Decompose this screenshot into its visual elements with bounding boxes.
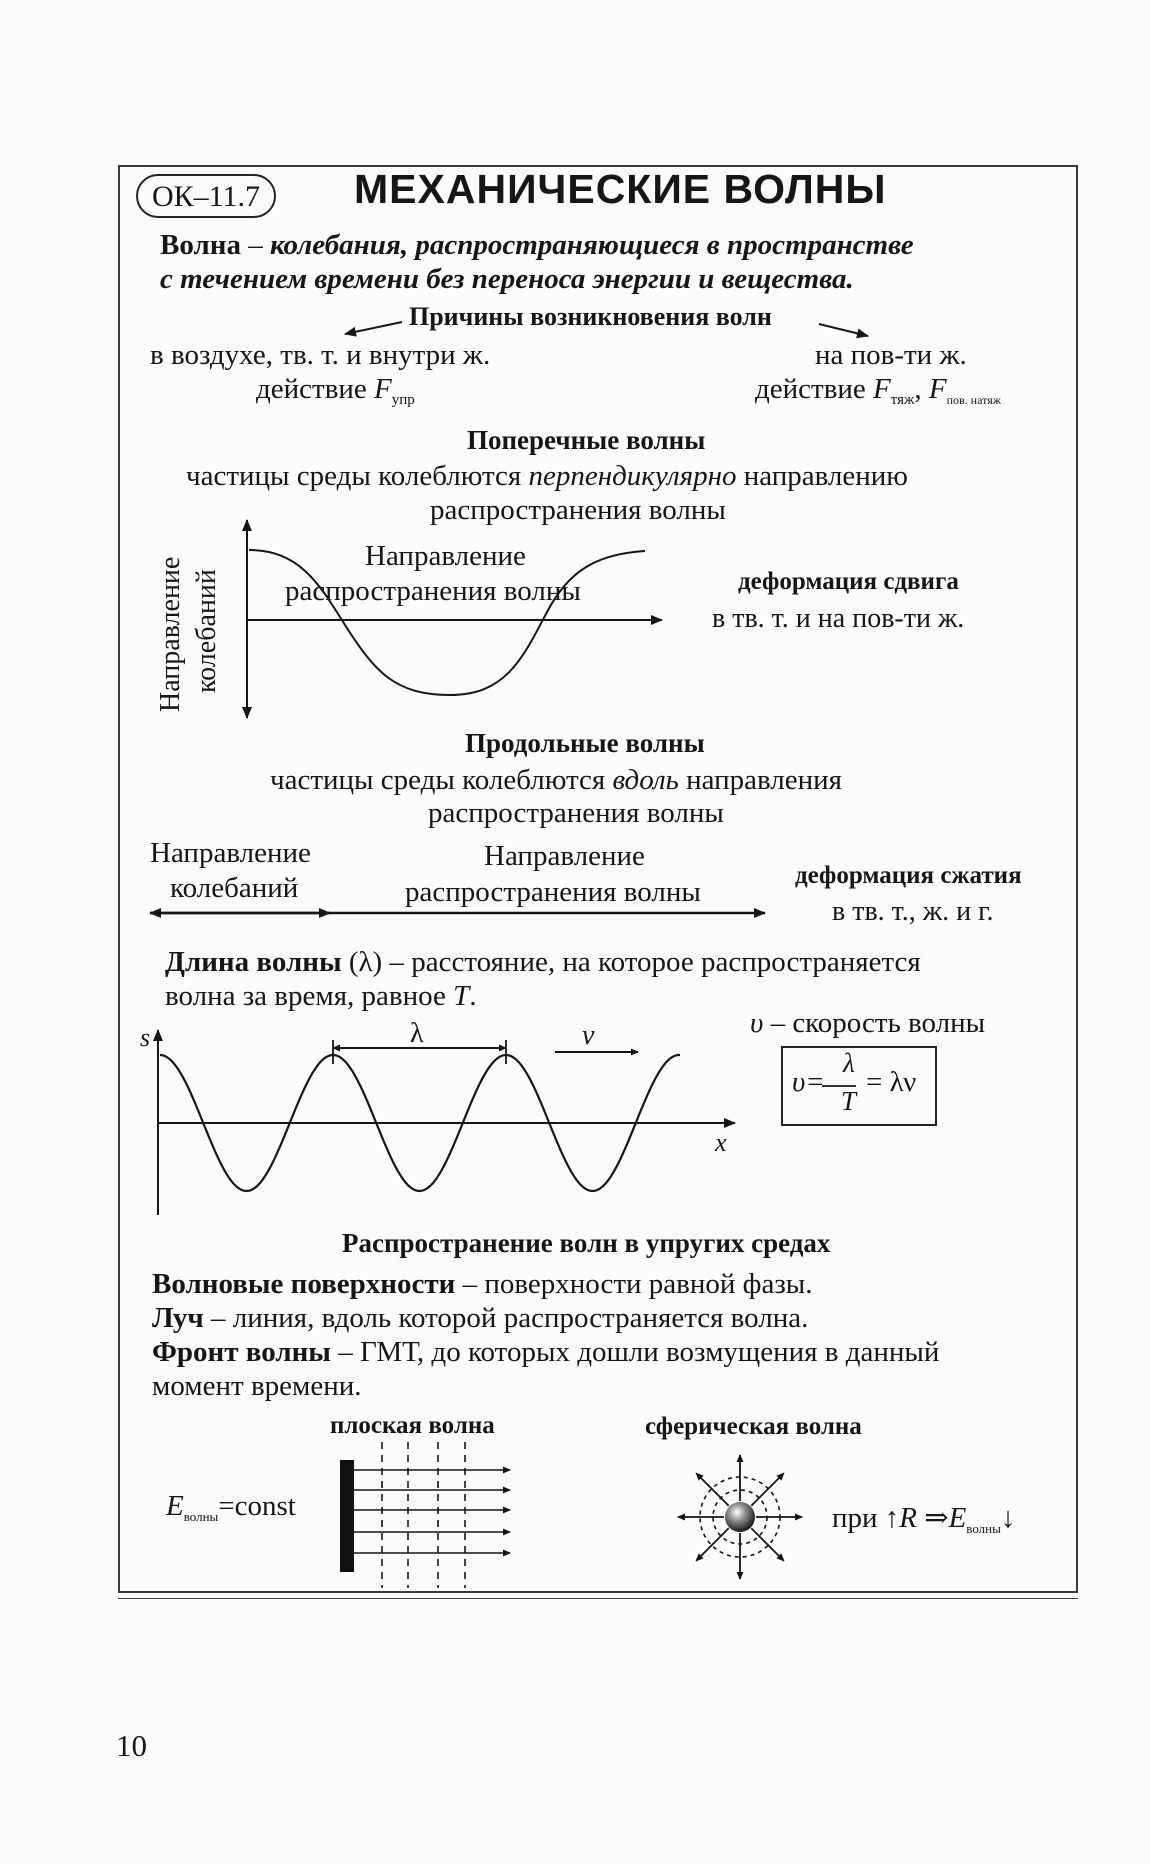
plane-wave-rays: [354, 1470, 510, 1553]
energy-const-text: =const: [218, 1490, 296, 1522]
formula-denominator: T: [841, 1086, 857, 1116]
shear-deformation-where: в тв. т. и на пов-ти ж.: [712, 603, 965, 634]
spherical-ray: [696, 1528, 729, 1561]
desc-text: направления: [678, 764, 842, 796]
section-badge: ОК–11.7: [136, 174, 276, 218]
formula-lhs: υ=: [792, 1066, 825, 1098]
wave-term: Волна: [160, 229, 241, 261]
spherical-ray: [751, 1528, 784, 1561]
action-label: действие: [256, 373, 375, 405]
dash: –: [240, 229, 270, 261]
ray-term: Луч: [152, 1302, 204, 1334]
formula-numerator: λ: [843, 1048, 855, 1078]
longitudinal-prop-label-1: Направление: [484, 840, 645, 872]
force-symbol: F: [374, 373, 392, 405]
transverse-vertical-label-1: Направление: [155, 556, 186, 712]
longitudinal-prop-label-2: распространения волны: [405, 876, 701, 908]
causes-left-line1: в воздухе, тв. т. и внутри ж.: [150, 339, 491, 371]
longitudinal-osc-label-2: колебаний: [170, 872, 299, 904]
transverse-heading: Поперечные волны: [467, 425, 706, 455]
spherical-wave-diagram: [678, 1455, 802, 1579]
transverse-dir-label-1: Направление: [365, 540, 526, 572]
compression-deformation-where: в тв. т., ж. и г.: [832, 896, 994, 927]
transverse-desc-line2: распространения волны: [430, 494, 726, 526]
wave-surfaces-term: Волновые поверхности: [152, 1268, 456, 1300]
longitudinal-heading: Продольные волны: [465, 728, 705, 758]
action-label: действие: [755, 373, 874, 405]
desc-emphasis: перпендикулярно: [528, 460, 737, 492]
desc-text: частицы среды колеблются: [186, 460, 529, 492]
force-subscript: тяж: [890, 392, 915, 408]
wavelength-definition: – расстояние, на которое распространяется: [389, 946, 921, 978]
shear-deformation: деформация сдвига: [738, 568, 959, 595]
causes-arrows: [345, 322, 868, 336]
wavefront-line-2: момент времени.: [152, 1370, 362, 1402]
wavefront-term: Фронт волны: [152, 1336, 331, 1368]
ray-def: – линия, вдоль которой распространяется волна.: [203, 1302, 809, 1334]
causes-heading: Причины возникновения волн: [409, 302, 772, 331]
energy-subscript: волны: [966, 1521, 1001, 1536]
comma: ,: [914, 373, 929, 405]
wave-definition-line2: с течением времени без переноса энергии и вещества.: [160, 263, 854, 295]
graph-lambda-label: λ: [410, 1018, 424, 1049]
desc-emphasis: вдоль: [612, 764, 679, 796]
wave-definition-text: колебания, распространяющиеся в пространстве: [269, 229, 914, 261]
graph-s-label: s: [140, 1023, 151, 1052]
energy-subscript: волны: [183, 1509, 219, 1524]
energy-symbol: E: [166, 1490, 184, 1522]
graph-x-label: x: [715, 1128, 727, 1157]
force-symbol: F: [873, 373, 891, 405]
period-symbol: T: [453, 980, 470, 1012]
period: .: [469, 980, 477, 1012]
compression-deformation: деформация сжатия: [795, 862, 1022, 889]
longitudinal-desc-line2: распространения волны: [428, 797, 724, 829]
spherical-wave-label: сферическая волна: [645, 1413, 862, 1440]
spherical-source: [725, 1502, 755, 1532]
longitudinal-osc-label-1: Направление: [150, 837, 311, 869]
propagation-heading: Распространение волн в упругих средах: [342, 1228, 831, 1258]
wave-surfaces-def: – поверхности равной фазы.: [455, 1268, 813, 1300]
lambda-symbol: (λ): [341, 946, 390, 978]
force-subscript: упр: [391, 392, 415, 408]
force-subscript: пов. натяж: [946, 393, 1002, 407]
transverse-dir-label-2: распространения волны: [285, 575, 581, 607]
cause-arrow-left: [345, 322, 402, 334]
transverse-vertical-label-2: колебаний: [191, 569, 222, 693]
transverse-wave-diagram: [247, 520, 662, 718]
wavefront-def: – ГМТ, до которых дошли возмущения в данный: [330, 1336, 940, 1368]
plane-wave-label: плоская волна: [330, 1412, 495, 1439]
spherical-ray: [751, 1473, 784, 1506]
energy-symbol: E: [948, 1502, 967, 1534]
formula-rhs: = λν: [866, 1066, 917, 1098]
page-title: МЕХАНИЧЕСКИЕ ВОЛНЫ: [354, 166, 887, 212]
plane-source: [340, 1460, 354, 1572]
wavelength-definition-2: волна за время, равное: [165, 980, 454, 1012]
speed-symbol: υ: [750, 1007, 764, 1039]
wavelength-graph: [158, 1030, 856, 1215]
speed-text: – скорость волны: [763, 1007, 986, 1039]
causes-right-line1: на пов-ти ж.: [815, 339, 967, 371]
cause-arrow-right: [819, 324, 868, 336]
implies-arrow: ⇒: [917, 1502, 949, 1534]
graph-velocity-label: v⃗: [582, 1020, 617, 1051]
spherical-ray: [696, 1473, 729, 1506]
rule-prefix: при ↑: [832, 1502, 900, 1534]
page-number: 10: [116, 1728, 147, 1763]
transverse-wave-curve: [249, 550, 645, 695]
plane-wave-diagram: [340, 1442, 510, 1588]
desc-text: направлению: [736, 460, 908, 492]
down-arrow: ↓: [1000, 1502, 1016, 1534]
wavelength-term: Длина волны: [165, 946, 342, 978]
desc-text: частицы среды колеблются: [270, 764, 613, 796]
radius-symbol: R: [899, 1502, 918, 1534]
plane-wavefronts: [382, 1442, 465, 1588]
force-symbol: F: [928, 373, 947, 405]
